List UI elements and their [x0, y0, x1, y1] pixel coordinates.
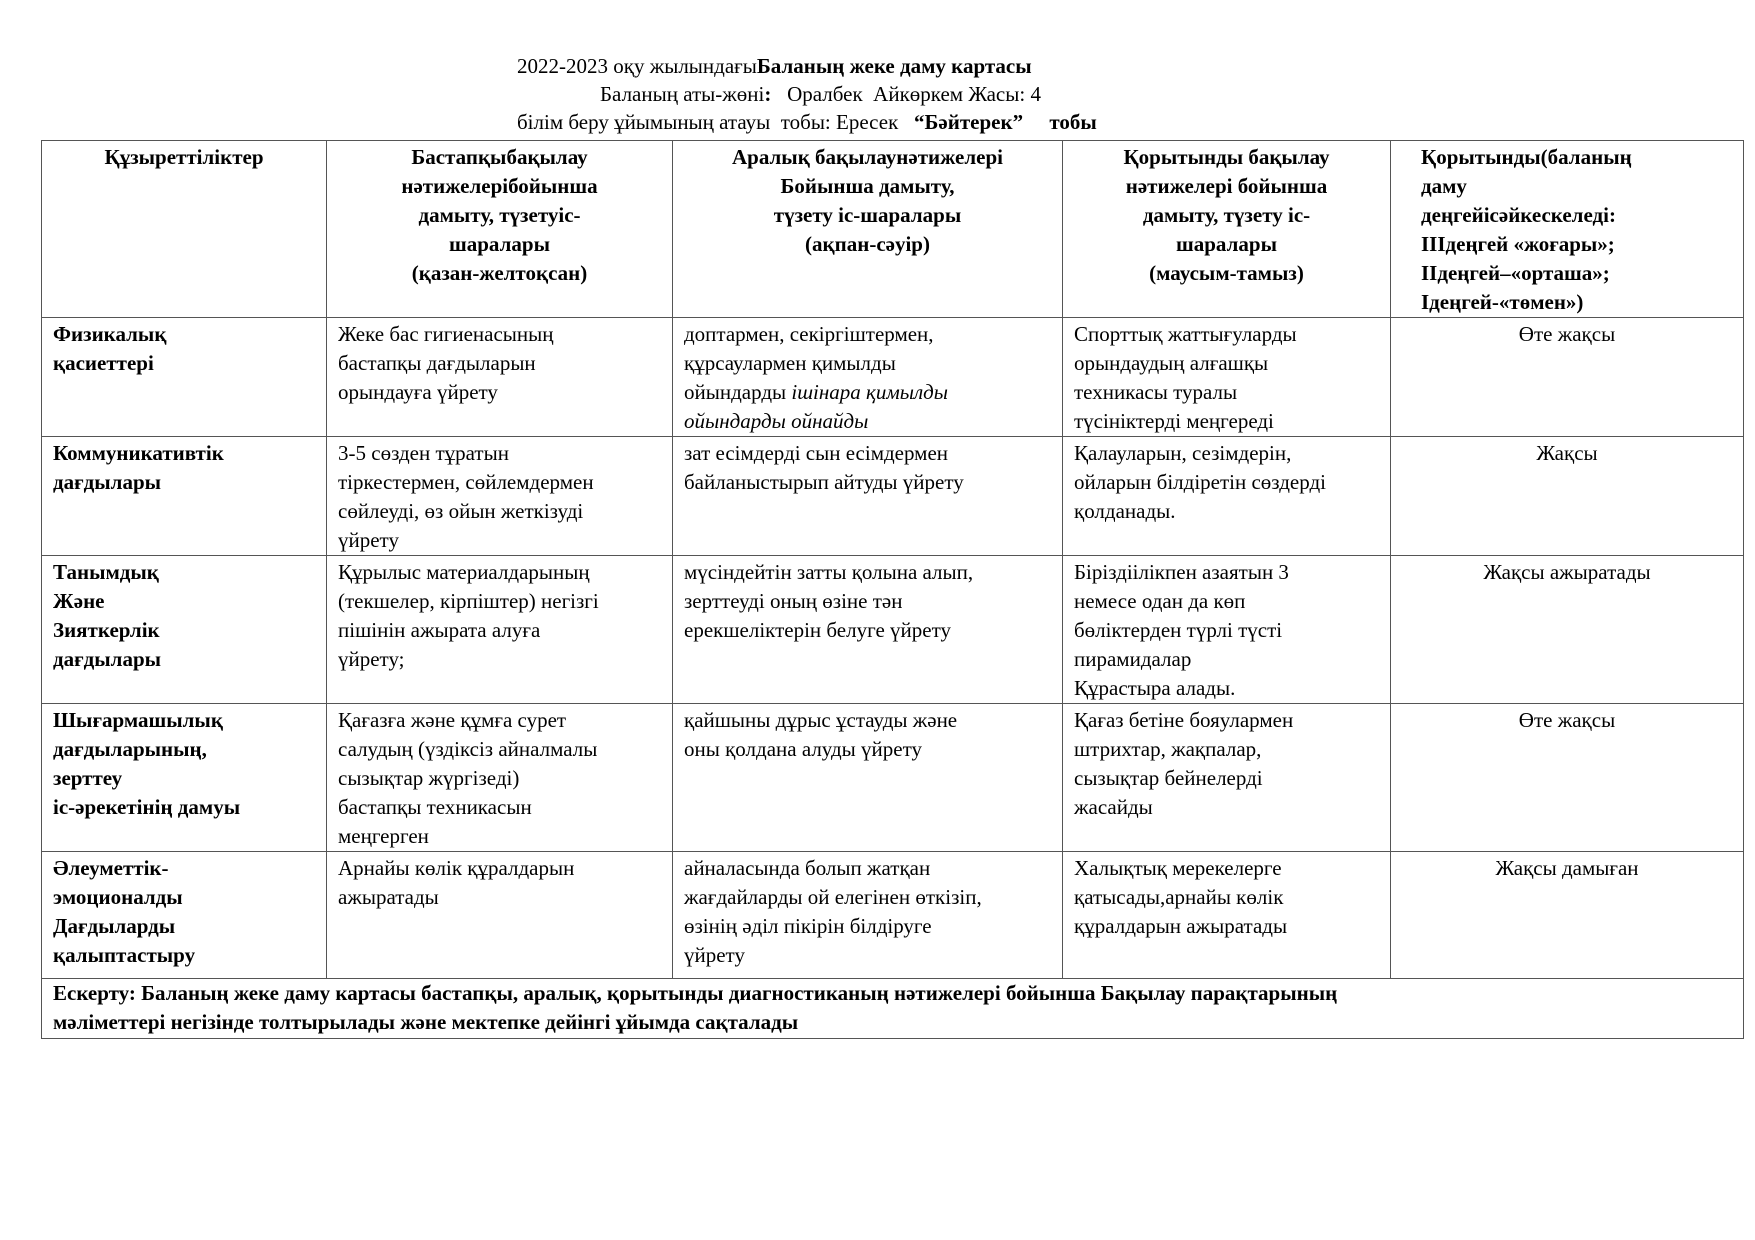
intermediate-cell: айналасында болып жатқан жағдайларды ой елегінен өткізіп, өзінің әділ пікірін білдіруге үйрету — [673, 852, 1063, 979]
competency-cell: Әлеуметтік- эмоционалды Дағдыларды қалыптастыру — [42, 852, 327, 979]
result-cell: Жақсы ажыратады — [1391, 556, 1744, 704]
intermediate-text: доптармен, секіргіштермен, құрсаулармен қимылды ойындарды — [684, 322, 934, 404]
header-year-text: 2022-2023 оқу жылындағы — [517, 54, 757, 78]
initial-cell: Жеке бас гигиенасының бастапқы дағдыларын орындауға үйрету — [327, 318, 673, 437]
table-note-row — [42, 979, 1744, 1039]
development-card-table — [41, 140, 1744, 1039]
header-initial-monitoring: Бастапқыбақылау нәтижелерібойынша дамыту, түзетуіс- шаралары (қазан-желтоқсан) — [327, 141, 673, 318]
document-title: Баланың жеке даму картасы — [756, 54, 1032, 78]
initial-cell: Арнайы көлік құралдарын ажыратады — [327, 852, 673, 979]
table-row — [42, 852, 1744, 979]
intermediate-cell — [673, 318, 1063, 437]
header-line-group — [517, 108, 1097, 136]
child-name-value: Оралбек Айкөркем Жасы: 4 — [771, 82, 1041, 106]
header-line-child-name — [600, 80, 1041, 108]
result-cell: Жақсы — [1391, 437, 1744, 556]
header-final-monitoring: Қорытынды бақылау нәтижелері бойынша дамыту, түзету іс- шаралары (маусым-тамыз) — [1063, 141, 1391, 318]
table-row — [42, 704, 1744, 852]
table-row — [42, 437, 1744, 556]
result-cell: Өте жақсы — [1391, 318, 1744, 437]
table-row — [42, 318, 1744, 437]
final-cell: Халықтық мерекелерге қатысады,арнайы көлік құралдарын ажыратады — [1063, 852, 1391, 979]
competency-cell: Физикалық қасиеттері — [42, 318, 327, 437]
group-name: “Бәйтерек” тобы — [914, 110, 1097, 134]
final-cell: Спорттық жаттығуларды орындаудың алғашқы техникасы туралы түсініктерді меңгереді — [1063, 318, 1391, 437]
child-name-colon: : — [764, 82, 772, 106]
table-header-row — [42, 141, 1744, 318]
header-line-year-title — [517, 52, 1032, 80]
result-cell: Өте жақсы — [1391, 704, 1744, 852]
initial-cell: Құрылыс материалдарының (текшелер, кірпіштер) негізгі пішінін ажырата алуға үйрету; — [327, 556, 673, 704]
table-row — [42, 556, 1744, 704]
final-cell: Қалауларын, сезімдерін, ойларын білдіретін сөздерді қолданады. — [1063, 437, 1391, 556]
intermediate-cell: зат есімдерді сын есімдермен байланыстырып айтуды үйрету — [673, 437, 1063, 556]
initial-cell: Қағазға және құмға сурет салудың (үздіксіз айналмалы сызықтар жүргізеді) бастапқы техникасын меңгерген — [327, 704, 673, 852]
intermediate-italic-text: ішінара қимылды ойындарды ойнайды — [684, 380, 948, 433]
child-name-label: Баланың аты-жөні — [600, 82, 765, 106]
intermediate-cell: қайшыны дұрыс ұстауды және оны қолдана алуды үйрету — [673, 704, 1063, 852]
competency-cell: Танымдық Және Зияткерлік дағдылары — [42, 556, 327, 704]
header-intermediate-monitoring: Аралық бақылаунәтижелері Бойынша дамыту, түзету іс-шаралары (ақпан-сәуір) — [673, 141, 1063, 318]
final-cell: Қағаз бетіне бояулармен штрихтар, жақпалар, сызықтар бейнелерді жасайды — [1063, 704, 1391, 852]
competency-cell: Шығармашылық дағдыларының, зерттеу іс-әрекетінің дамуы — [42, 704, 327, 852]
header-competencies: Құзыреттіліктер — [42, 141, 327, 318]
initial-cell: 3-5 сөзден тұратын тіркестермен, сөйлемдермен сөйлеуді, өз ойын жеткізуді үйрету — [327, 437, 673, 556]
table-note: Ескерту: Баланың жеке даму картасы бастапқы, аралық, қорытынды диагностиканың нәтижелері бойынша Бақылау парақтарының мәліметтері негізінде толтырылады және мектепке дейінгі ұйымда сақталады — [42, 979, 1744, 1039]
header-conclusion: Қорытынды(баланың даму деңгейісәйкескеледі: ІІІдеңгей «жоғары»; ІІдеңгей–«орташа»; Ідеңгей-«төмен») — [1391, 141, 1744, 318]
final-cell: Біріздіілікпен азаятын 3 немесе одан да көп бөліктерден түрлі түсті пирамидалар Құрастыра алады. — [1063, 556, 1391, 704]
intermediate-cell: мүсіндейтін затты қолына алып, зерттеуді оның өзіне тән ерекшеліктерін белуге үйрету — [673, 556, 1063, 704]
competency-cell: Коммуникативтік дағдылары — [42, 437, 327, 556]
result-cell: Жақсы дамыған — [1391, 852, 1744, 979]
organization-group-label: білім беру ұйымының атауы тобы: Ересек — [517, 110, 915, 134]
